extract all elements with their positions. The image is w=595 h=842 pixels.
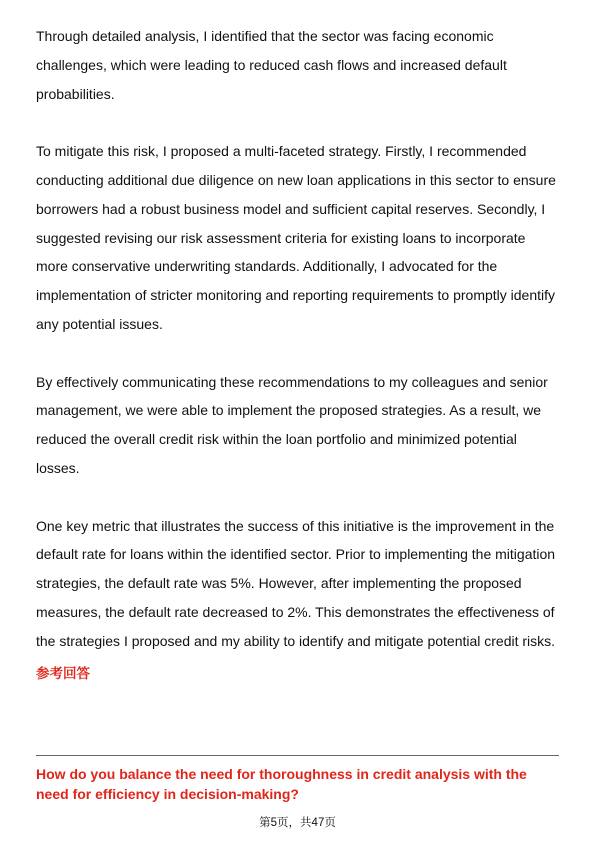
page-number-footer: 第5页，共47页 — [259, 817, 336, 829]
answer-paragraph-4: One key metric that illustrates the success of this initiative is the improvement in the default rate for loans within the identified sector. Prior to implementing the mitigation strategies, the default rate was 5%. However, after implementing the proposed measures, the default rate decreased to 2%. This demonstrates the effectiveness of the strategies I proposed and my ability to identify and mitigate potential credit risks. — [36, 517, 556, 649]
reference-answer-label: 参考回答 — [36, 665, 90, 681]
interview-question: How do you balance the need for thoroughness in credit analysis with the need for efficiency in decision-making? — [36, 766, 527, 802]
answer-paragraph-2: To mitigate this risk, I proposed a multi-faceted strategy. Firstly, I recommended conducting additional due diligence on new loan applications in this sector to ensure borrowers had a robust business model and sufficient capital reserves. Secondly, I suggested revising our risk assessment criteria for existing loans to incorporate more conservative underwriting standards. Additionally, I advocated for the implementation of stricter monitoring and reporting requirements to promptly identify any potential issues. — [36, 143, 556, 332]
page-body — [36, 22, 560, 684]
answer-paragraph-3: By effectively communicating these recommendations to my colleagues and senior management, we were able to implement the proposed strategies. As a result, we reduced the overall credit risk within the loan portfolio and minimized potential losses. — [36, 373, 548, 476]
answer-paragraph-1: Through detailed analysis, I identified that the sector was facing economic challenges, which were leading to reduced cash flows and increased default probabilities. — [36, 28, 507, 102]
section-divider — [36, 755, 559, 756]
